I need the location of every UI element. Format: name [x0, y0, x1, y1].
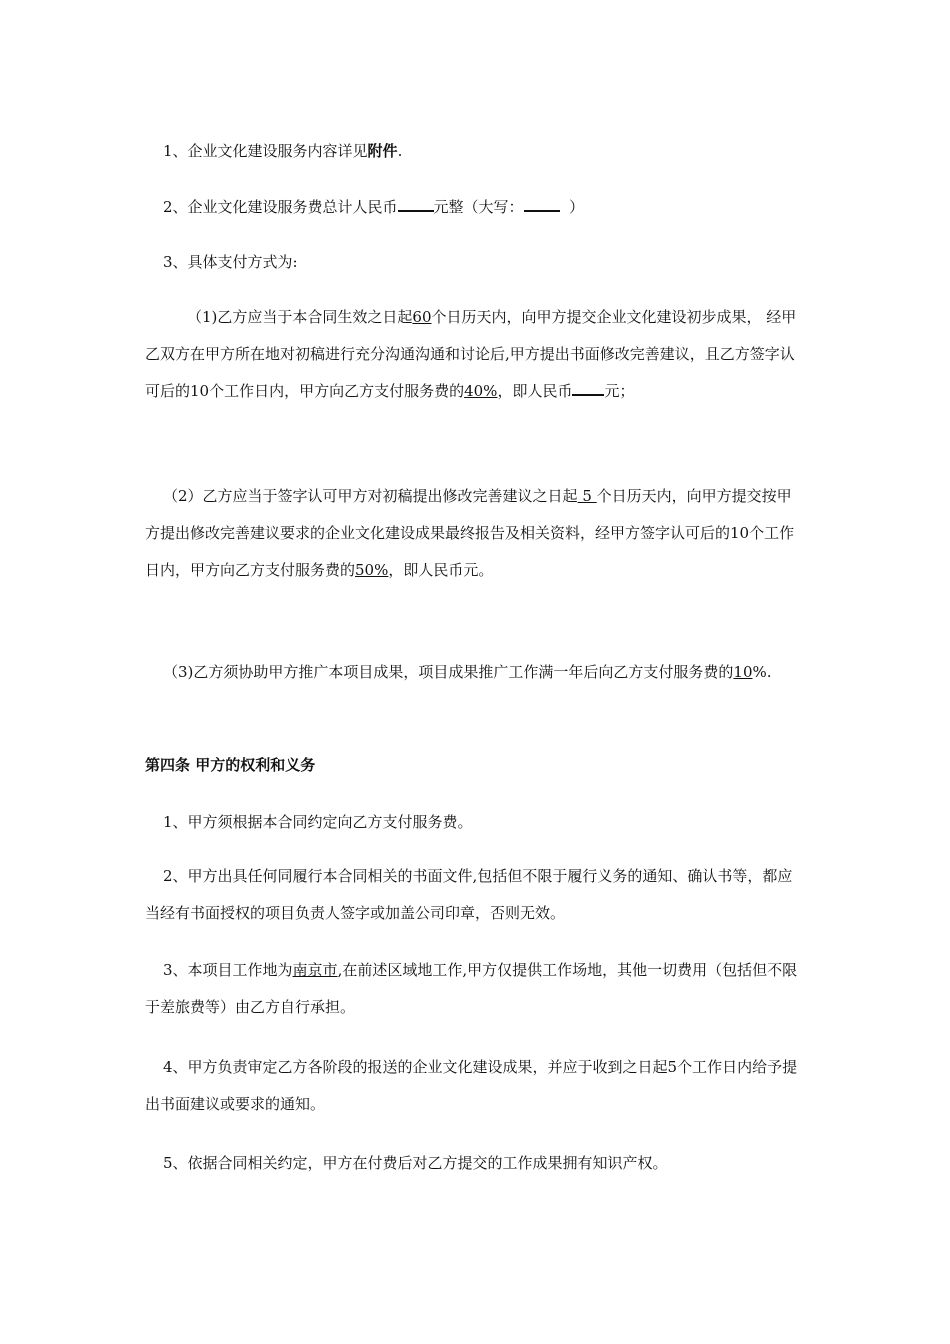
clause-1-end: . — [397, 142, 403, 160]
payment-1-text-a: （1)乙方应当于本合同生效之日起 — [187, 308, 413, 326]
payment-2-days: 5 — [577, 487, 597, 505]
payment-1-text-d: 元； — [604, 382, 635, 400]
payment-1-days: 60 — [412, 308, 432, 326]
payment-1-text-c: ，即人民币 — [497, 382, 573, 400]
clause-2-text: 2、企业文化建设服务费总计人民币 — [163, 198, 398, 216]
article-4-item-5: 5、依据合同相关约定，甲方在付费后对乙方提交的工作成果拥有知识产权。 — [163, 1154, 668, 1172]
payment-1-text-b: 个日历天内，向甲方提交企业文化建设初步成果， 经甲乙双方在甲方所在地对初稿进行充分沟通沟通和讨论后,甲方提出书面修改完善建议，且乙方签字认可后的10个工作日内，甲方向乙方支付服务费的 — [145, 308, 797, 400]
payment-2-percent: 50% — [355, 561, 389, 579]
article-4-item-2: 2、甲方出具任何同履行本合同相关的书面文件,包括但不限于履行义务的通知、确认书等，都应当经有书面授权的项目负责人签字或加盖公司印章，否则无效。 — [145, 867, 793, 922]
payment-2-text-a: （2）乙方应当于签字认可甲方对初稿提出修改完善建议之日起 — [163, 487, 578, 505]
work-location: 南京市 — [292, 961, 338, 979]
article-4-item-4: 4、甲方负责审定乙方各阶段的报送的企业文化建设成果，并应于收到之日起5个工作日内给予提出书面建议或要求的通知。 — [145, 1058, 798, 1113]
clause-3-text: 3、具体支付方式为: — [163, 253, 298, 271]
payment-item-2 — [145, 478, 805, 589]
attachment-ref: 附件 — [367, 142, 398, 160]
clause-1-text: 1、企业文化建设服务内容详见 — [163, 142, 368, 160]
payment-item-3 — [145, 654, 805, 691]
article-4-heading: 第四条 甲方的权利和义务 — [145, 756, 316, 774]
item-3-text-b: ,在前述区域地工作,甲方仅提供工作场地，其他一切费用（包括但不限于差旅费等）由乙方自行承担。 — [145, 961, 798, 1016]
article-4-item-1: 1、甲方须根据本合同约定向乙方支付服务费。 — [163, 813, 473, 831]
payment-2-text-b: 个日历天内，向甲方提交按甲方提出修改完善建议要求的企业文化建设成果最终报告及相关资料，经甲方签字认可后的10个工作日内，甲方向乙方支付服务费的 — [145, 487, 795, 579]
payment-1-percent: 40% — [464, 382, 498, 400]
payment-3-text-a: （3)乙方须协助甲方推广本项目成果，项目成果推广工作满一年后向乙方支付服务费的 — [163, 663, 734, 681]
clause-1 — [145, 133, 805, 170]
clause-2-mid: 元整（大写： — [433, 198, 524, 216]
payment-3-text-b: %. — [752, 663, 772, 681]
item-3-text-a: 3、本项目工作地为 — [163, 961, 293, 979]
amount-blank — [398, 195, 434, 212]
payment-item-1 — [145, 299, 805, 410]
clause-2-end: ） — [569, 198, 585, 216]
clause-3 — [145, 244, 805, 281]
payment-2-text-c: ，即人民币元。 — [388, 561, 494, 579]
amount-words-blank — [524, 195, 560, 212]
clause-2 — [145, 189, 805, 226]
article-4-item-3 — [145, 952, 805, 1026]
payment-1-blank — [572, 379, 604, 396]
payment-3-percent: 10 — [733, 663, 753, 681]
